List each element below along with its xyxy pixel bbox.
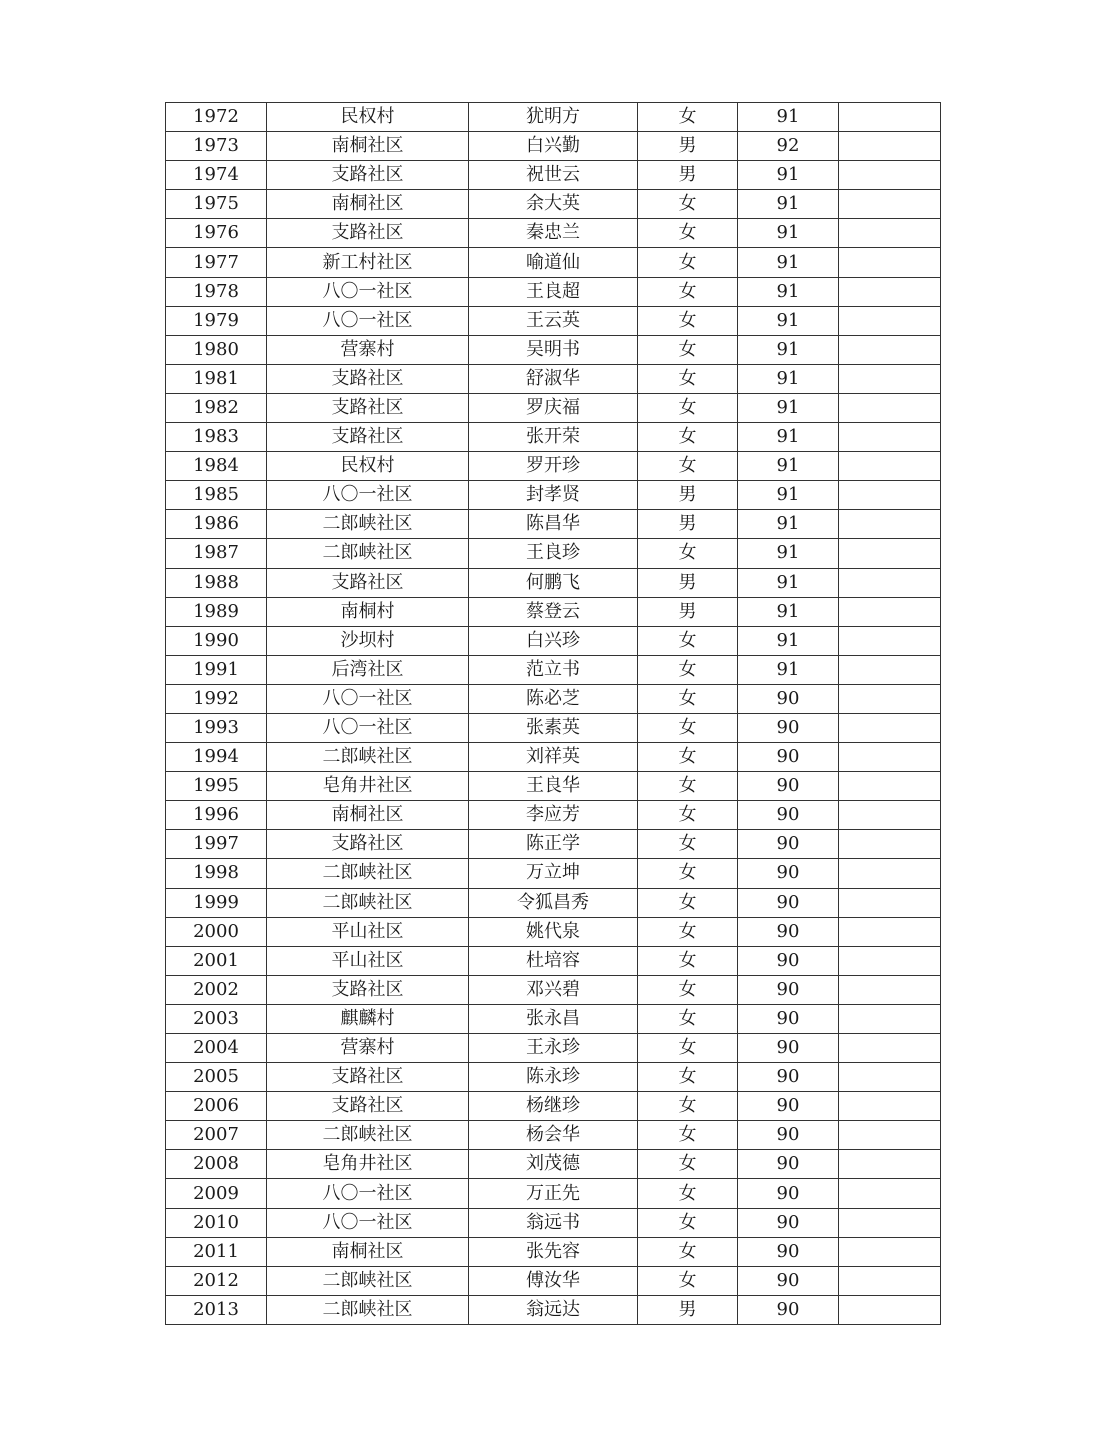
cell-note [839, 801, 941, 830]
cell-number: 1988 [166, 568, 267, 597]
cell-age: 91 [738, 364, 839, 393]
table-row [166, 1295, 941, 1324]
cell-note [839, 1092, 941, 1121]
cell-note [839, 655, 941, 684]
cell-number: 1976 [166, 219, 267, 248]
roster-table-body [166, 103, 941, 1325]
cell-sex: 女 [638, 103, 738, 132]
cell-age: 91 [738, 539, 839, 568]
table-row [166, 219, 941, 248]
cell-name: 舒淑华 [469, 364, 638, 393]
cell-community: 南桐社区 [267, 801, 469, 830]
table-row [166, 481, 941, 510]
table-row [166, 364, 941, 393]
cell-name: 陈正学 [469, 830, 638, 859]
cell-community: 后湾社区 [267, 655, 469, 684]
cell-note [839, 335, 941, 364]
cell-community: 八〇一社区 [267, 306, 469, 335]
cell-age: 91 [738, 335, 839, 364]
cell-name: 犹明方 [469, 103, 638, 132]
cell-note [839, 1208, 941, 1237]
cell-name: 王云英 [469, 306, 638, 335]
cell-age: 91 [738, 103, 839, 132]
cell-note [839, 1266, 941, 1295]
cell-community: 二郎峡社区 [267, 1266, 469, 1295]
cell-age: 90 [738, 946, 839, 975]
cell-community: 麒麟村 [267, 1004, 469, 1033]
table-row [166, 626, 941, 655]
cell-number: 2005 [166, 1063, 267, 1092]
cell-sex: 男 [638, 132, 738, 161]
cell-number: 2007 [166, 1121, 267, 1150]
cell-age: 91 [738, 597, 839, 626]
cell-name: 张开荣 [469, 423, 638, 452]
cell-note [839, 626, 941, 655]
cell-name: 翁远达 [469, 1295, 638, 1324]
cell-age: 91 [738, 306, 839, 335]
cell-community: 支路社区 [267, 393, 469, 422]
cell-community: 二郎峡社区 [267, 743, 469, 772]
cell-number: 2013 [166, 1295, 267, 1324]
cell-community: 八〇一社区 [267, 481, 469, 510]
table-row [166, 510, 941, 539]
cell-community: 八〇一社区 [267, 684, 469, 713]
cell-name: 令狐昌秀 [469, 888, 638, 917]
cell-sex: 女 [638, 1208, 738, 1237]
cell-note [839, 1179, 941, 1208]
cell-number: 1990 [166, 626, 267, 655]
cell-number: 1977 [166, 248, 267, 277]
cell-sex: 女 [638, 190, 738, 219]
cell-name: 范立书 [469, 655, 638, 684]
cell-name: 王良超 [469, 277, 638, 306]
table-row [166, 684, 941, 713]
cell-sex: 男 [638, 481, 738, 510]
cell-note [839, 161, 941, 190]
cell-number: 1984 [166, 452, 267, 481]
cell-number: 2011 [166, 1237, 267, 1266]
cell-number: 1985 [166, 481, 267, 510]
cell-note [839, 277, 941, 306]
cell-sex: 女 [638, 888, 738, 917]
table-row [166, 1179, 941, 1208]
table-row [166, 393, 941, 422]
cell-name: 吴明书 [469, 335, 638, 364]
cell-number: 1994 [166, 743, 267, 772]
table-row [166, 743, 941, 772]
cell-note [839, 1034, 941, 1063]
cell-sex: 男 [638, 510, 738, 539]
cell-number: 1973 [166, 132, 267, 161]
cell-note [839, 306, 941, 335]
cell-name: 姚代泉 [469, 917, 638, 946]
cell-age: 90 [738, 1208, 839, 1237]
table-row [166, 248, 941, 277]
table-row [166, 161, 941, 190]
cell-note [839, 1121, 941, 1150]
cell-number: 1996 [166, 801, 267, 830]
table-row [166, 1004, 941, 1033]
cell-age: 90 [738, 1237, 839, 1266]
cell-name: 白兴珍 [469, 626, 638, 655]
cell-note [839, 917, 941, 946]
table-row [166, 1092, 941, 1121]
cell-sex: 女 [638, 219, 738, 248]
cell-note [839, 1295, 941, 1324]
cell-sex: 女 [638, 830, 738, 859]
cell-number: 1981 [166, 364, 267, 393]
table-row [166, 801, 941, 830]
cell-number: 1992 [166, 684, 267, 713]
table-row [166, 597, 941, 626]
table-row [166, 830, 941, 859]
table-row [166, 335, 941, 364]
cell-sex: 女 [638, 684, 738, 713]
cell-age: 91 [738, 481, 839, 510]
cell-community: 南桐村 [267, 597, 469, 626]
table-row [166, 568, 941, 597]
cell-number: 1983 [166, 423, 267, 452]
cell-community: 八〇一社区 [267, 1179, 469, 1208]
cell-name: 余大英 [469, 190, 638, 219]
cell-name: 李应芳 [469, 801, 638, 830]
cell-note [839, 539, 941, 568]
cell-note [839, 481, 941, 510]
cell-age: 91 [738, 452, 839, 481]
cell-community: 营寨村 [267, 335, 469, 364]
cell-community: 支路社区 [267, 423, 469, 452]
cell-name: 罗庆福 [469, 393, 638, 422]
table-row [166, 946, 941, 975]
cell-sex: 女 [638, 393, 738, 422]
table-row [166, 888, 941, 917]
cell-name: 蔡登云 [469, 597, 638, 626]
cell-sex: 女 [638, 1237, 738, 1266]
cell-age: 90 [738, 917, 839, 946]
cell-number: 1997 [166, 830, 267, 859]
cell-sex: 女 [638, 1034, 738, 1063]
cell-name: 万立坤 [469, 859, 638, 888]
cell-number: 1991 [166, 655, 267, 684]
cell-age: 90 [738, 684, 839, 713]
cell-note [839, 568, 941, 597]
cell-number: 1993 [166, 713, 267, 742]
cell-age: 90 [738, 1034, 839, 1063]
cell-note [839, 1150, 941, 1179]
cell-number: 2006 [166, 1092, 267, 1121]
cell-age: 90 [738, 859, 839, 888]
cell-sex: 男 [638, 597, 738, 626]
cell-age: 91 [738, 161, 839, 190]
cell-community: 支路社区 [267, 1063, 469, 1092]
cell-note [839, 1237, 941, 1266]
cell-name: 刘祥英 [469, 743, 638, 772]
table-row [166, 1237, 941, 1266]
cell-sex: 男 [638, 161, 738, 190]
cell-note [839, 772, 941, 801]
cell-age: 91 [738, 248, 839, 277]
cell-sex: 女 [638, 335, 738, 364]
cell-note [839, 248, 941, 277]
cell-name: 刘茂德 [469, 1150, 638, 1179]
cell-note [839, 1004, 941, 1033]
cell-sex: 女 [638, 975, 738, 1004]
cell-name: 万正先 [469, 1179, 638, 1208]
cell-age: 90 [738, 1121, 839, 1150]
cell-note [839, 103, 941, 132]
cell-sex: 女 [638, 626, 738, 655]
table-row [166, 1150, 941, 1179]
cell-sex: 女 [638, 452, 738, 481]
table-row [166, 277, 941, 306]
cell-community: 营寨村 [267, 1034, 469, 1063]
cell-age: 91 [738, 568, 839, 597]
cell-age: 91 [738, 190, 839, 219]
cell-number: 2004 [166, 1034, 267, 1063]
cell-age: 90 [738, 1179, 839, 1208]
cell-community: 民权村 [267, 452, 469, 481]
cell-age: 90 [738, 772, 839, 801]
cell-community: 二郎峡社区 [267, 1295, 469, 1324]
cell-age: 90 [738, 713, 839, 742]
cell-name: 王良珍 [469, 539, 638, 568]
cell-age: 90 [738, 1150, 839, 1179]
cell-sex: 女 [638, 1179, 738, 1208]
table-row [166, 1266, 941, 1295]
cell-sex: 女 [638, 364, 738, 393]
cell-age: 91 [738, 655, 839, 684]
cell-note [839, 684, 941, 713]
cell-number: 1979 [166, 306, 267, 335]
cell-age: 90 [738, 1004, 839, 1033]
table-row [166, 1121, 941, 1150]
cell-number: 2009 [166, 1179, 267, 1208]
cell-number: 1999 [166, 888, 267, 917]
cell-note [839, 597, 941, 626]
cell-community: 平山社区 [267, 917, 469, 946]
cell-name: 王永珍 [469, 1034, 638, 1063]
cell-community: 民权村 [267, 103, 469, 132]
cell-name: 罗开珍 [469, 452, 638, 481]
cell-age: 90 [738, 1266, 839, 1295]
cell-age: 91 [738, 277, 839, 306]
cell-community: 八〇一社区 [267, 277, 469, 306]
cell-note [839, 859, 941, 888]
table-row [166, 103, 941, 132]
cell-name: 翁远书 [469, 1208, 638, 1237]
cell-age: 90 [738, 743, 839, 772]
cell-sex: 女 [638, 1121, 738, 1150]
cell-sex: 男 [638, 1295, 738, 1324]
cell-age: 91 [738, 393, 839, 422]
cell-sex: 女 [638, 713, 738, 742]
cell-sex: 女 [638, 1063, 738, 1092]
table-row [166, 1208, 941, 1237]
cell-age: 91 [738, 626, 839, 655]
cell-age: 92 [738, 132, 839, 161]
cell-number: 1972 [166, 103, 267, 132]
cell-name: 杨会华 [469, 1121, 638, 1150]
cell-note [839, 190, 941, 219]
cell-community: 支路社区 [267, 219, 469, 248]
cell-name: 喻道仙 [469, 248, 638, 277]
cell-number: 1974 [166, 161, 267, 190]
cell-sex: 女 [638, 1266, 738, 1295]
cell-number: 1982 [166, 393, 267, 422]
cell-number: 2003 [166, 1004, 267, 1033]
cell-number: 2001 [166, 946, 267, 975]
cell-sex: 女 [638, 277, 738, 306]
cell-age: 91 [738, 510, 839, 539]
cell-name: 杜培容 [469, 946, 638, 975]
cell-community: 支路社区 [267, 975, 469, 1004]
table-row [166, 655, 941, 684]
table-row [166, 713, 941, 742]
cell-community: 皂角井社区 [267, 772, 469, 801]
cell-note [839, 713, 941, 742]
table-row [166, 772, 941, 801]
cell-community: 新工村社区 [267, 248, 469, 277]
cell-number: 2002 [166, 975, 267, 1004]
cell-sex: 女 [638, 801, 738, 830]
cell-note [839, 364, 941, 393]
cell-age: 90 [738, 1063, 839, 1092]
cell-sex: 女 [638, 859, 738, 888]
cell-note [839, 510, 941, 539]
table-row [166, 452, 941, 481]
table-row [166, 306, 941, 335]
cell-community: 南桐社区 [267, 132, 469, 161]
cell-name: 何鹏飞 [469, 568, 638, 597]
cell-number: 2012 [166, 1266, 267, 1295]
cell-number: 2000 [166, 917, 267, 946]
cell-name: 封孝贤 [469, 481, 638, 510]
cell-sex: 女 [638, 1150, 738, 1179]
cell-sex: 女 [638, 1004, 738, 1033]
cell-note [839, 132, 941, 161]
table-row [166, 423, 941, 452]
cell-age: 90 [738, 801, 839, 830]
cell-community: 支路社区 [267, 1092, 469, 1121]
cell-number: 1978 [166, 277, 267, 306]
table-row [166, 859, 941, 888]
cell-age: 90 [738, 975, 839, 1004]
cell-community: 二郎峡社区 [267, 888, 469, 917]
cell-community: 二郎峡社区 [267, 510, 469, 539]
cell-name: 白兴勤 [469, 132, 638, 161]
cell-name: 张素英 [469, 713, 638, 742]
cell-community: 二郎峡社区 [267, 1121, 469, 1150]
cell-name: 祝世云 [469, 161, 638, 190]
cell-number: 1995 [166, 772, 267, 801]
cell-sex: 女 [638, 917, 738, 946]
cell-age: 90 [738, 1092, 839, 1121]
cell-number: 1989 [166, 597, 267, 626]
cell-name: 杨继珍 [469, 1092, 638, 1121]
table-row [166, 132, 941, 161]
cell-sex: 女 [638, 248, 738, 277]
cell-note [839, 946, 941, 975]
cell-age: 91 [738, 423, 839, 452]
cell-community: 支路社区 [267, 568, 469, 597]
table-row [166, 539, 941, 568]
cell-note [839, 219, 941, 248]
cell-name: 秦忠兰 [469, 219, 638, 248]
cell-sex: 女 [638, 423, 738, 452]
cell-sex: 女 [638, 772, 738, 801]
cell-name: 张永昌 [469, 1004, 638, 1033]
cell-note [839, 830, 941, 859]
cell-sex: 女 [638, 655, 738, 684]
cell-community: 沙坝村 [267, 626, 469, 655]
cell-name: 陈昌华 [469, 510, 638, 539]
cell-age: 90 [738, 830, 839, 859]
cell-number: 1975 [166, 190, 267, 219]
cell-number: 1998 [166, 859, 267, 888]
cell-note [839, 423, 941, 452]
cell-sex: 女 [638, 306, 738, 335]
cell-community: 二郎峡社区 [267, 539, 469, 568]
cell-name: 陈永珍 [469, 1063, 638, 1092]
cell-community: 南桐社区 [267, 1237, 469, 1266]
cell-number: 1980 [166, 335, 267, 364]
table-row [166, 917, 941, 946]
cell-name: 傅汝华 [469, 1266, 638, 1295]
cell-sex: 男 [638, 568, 738, 597]
cell-number: 1986 [166, 510, 267, 539]
cell-name: 王良华 [469, 772, 638, 801]
cell-sex: 女 [638, 946, 738, 975]
cell-age: 91 [738, 219, 839, 248]
cell-name: 张先容 [469, 1237, 638, 1266]
cell-community: 二郎峡社区 [267, 859, 469, 888]
table-row [166, 1063, 941, 1092]
cell-note [839, 452, 941, 481]
cell-community: 八〇一社区 [267, 713, 469, 742]
cell-number: 1987 [166, 539, 267, 568]
cell-name: 邓兴碧 [469, 975, 638, 1004]
table-row [166, 190, 941, 219]
cell-note [839, 975, 941, 1004]
cell-community: 支路社区 [267, 830, 469, 859]
cell-community: 支路社区 [267, 161, 469, 190]
cell-community: 八〇一社区 [267, 1208, 469, 1237]
roster-table [165, 102, 941, 1325]
cell-name: 陈必芝 [469, 684, 638, 713]
cell-number: 2010 [166, 1208, 267, 1237]
cell-community: 平山社区 [267, 946, 469, 975]
cell-sex: 女 [638, 539, 738, 568]
cell-age: 90 [738, 888, 839, 917]
cell-note [839, 393, 941, 422]
cell-note [839, 888, 941, 917]
cell-number: 2008 [166, 1150, 267, 1179]
cell-age: 90 [738, 1295, 839, 1324]
cell-community: 皂角井社区 [267, 1150, 469, 1179]
table-row [166, 975, 941, 1004]
cell-note [839, 743, 941, 772]
cell-community: 南桐社区 [267, 190, 469, 219]
cell-sex: 女 [638, 1092, 738, 1121]
cell-community: 支路社区 [267, 364, 469, 393]
table-row [166, 1034, 941, 1063]
cell-note [839, 1063, 941, 1092]
cell-sex: 女 [638, 743, 738, 772]
